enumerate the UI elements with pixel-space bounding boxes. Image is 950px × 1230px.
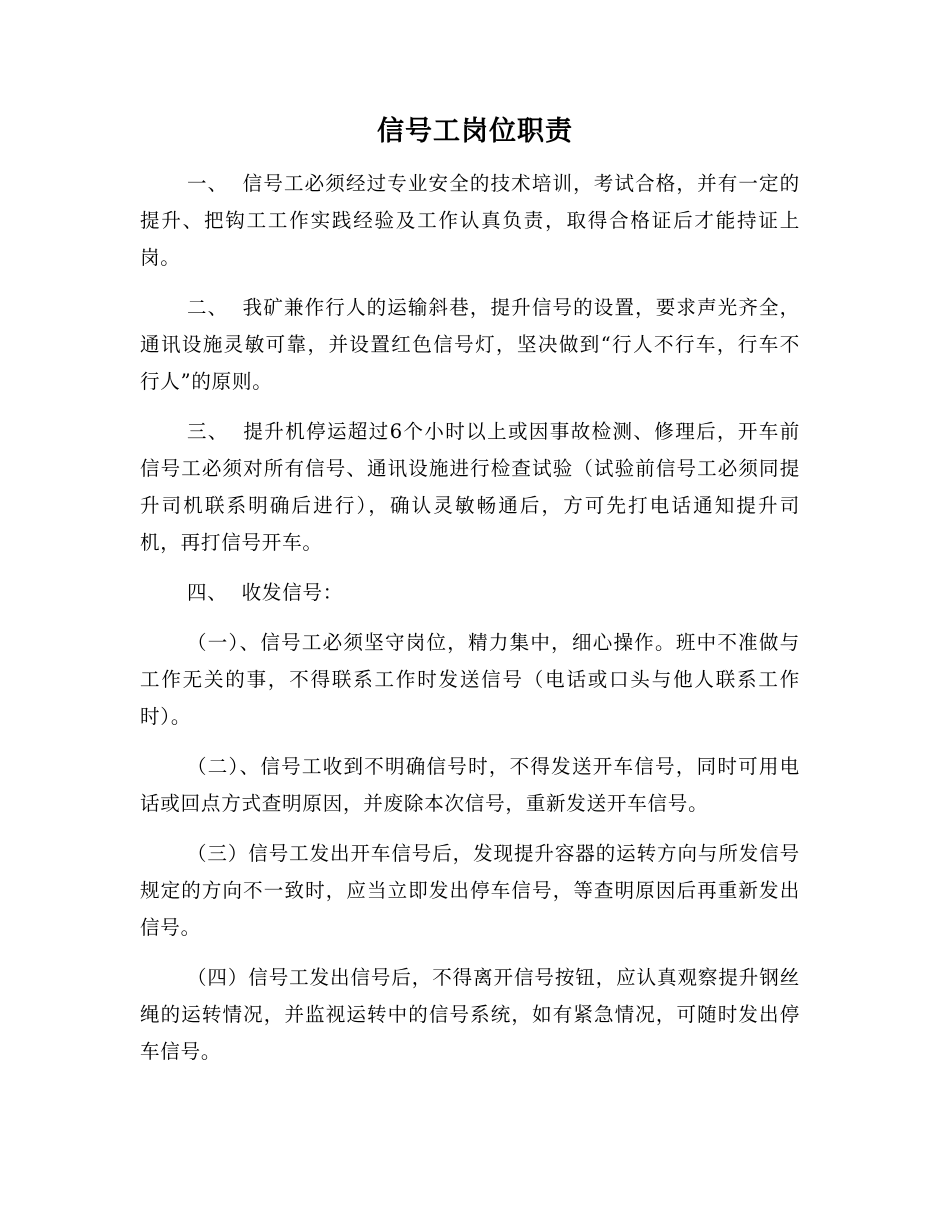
paragraph-number: 四、 <box>187 581 228 604</box>
document-title: 信号工岗位职责 <box>377 116 573 147</box>
paragraph-1 <box>140 165 800 276</box>
paragraph-number: 一、 <box>187 172 229 195</box>
paragraph-text: （四）信号工发出信号后，不得离开信号按钮，应认真观察提升钢丝绳的运转情况，并监视运转中的信号系统，如有紧急情况，可随时发出停车信号。 <box>140 966 800 1063</box>
sub-item-2 <box>140 748 800 822</box>
paragraph-text: 我矿兼作行人的运输斜巷，提升信号的设置，要求声光齐全，通讯设施灵敏可靠，并设置红色信号灯，坚决做到“行人不行车，行车不行人”的原则。 <box>140 296 800 393</box>
paragraph-3 <box>140 413 800 561</box>
paragraph-text: （二）、信号工收到不明确信号时，不得发送开车信号，同时可用电话或回点方式查明原因，并废除本次信号，重新发送开车信号。 <box>140 755 800 815</box>
paragraph-number: 三、 <box>187 420 229 443</box>
paragraph-number: 二、 <box>187 296 229 319</box>
sub-item-4 <box>140 959 800 1070</box>
document-body <box>140 165 800 1083</box>
paragraph-text: （三）信号工发出开车信号后，发现提升容器的运转方向与所发信号规定的方向不一致时，应当立即发出停车信号，等查明原因后再重新发出信号。 <box>140 842 800 939</box>
sub-item-3 <box>140 835 800 946</box>
paragraph-text: 收发信号： <box>241 581 344 604</box>
paragraph-text: 信号工必须经过专业安全的技术培训，考试合格，并有一定的提升、把钩工工作实践经验及工作认真负责，取得合格证后才能持证上岗。 <box>140 172 800 269</box>
paragraph-4 <box>140 574 800 611</box>
paragraph-text: （一）、信号工必须坚守岗位，精力集中，细心操作。班中不准做与工作无关的事，不得联系工作时发送信号（电话或口头与他人联系工作时）。 <box>140 631 800 728</box>
paragraph-text: 提升机停运超过6个小时以上或因事故检测、修理后，开车前信号工必须对所有信号、通讯设施进行检查试验（试验前信号工必须同提升司机联系明确后进行），确认灵敏畅通后，方可先打电话通知提升司机，再打信号开车。 <box>140 420 800 554</box>
paragraph-2 <box>140 289 800 400</box>
sub-item-1 <box>140 624 800 735</box>
